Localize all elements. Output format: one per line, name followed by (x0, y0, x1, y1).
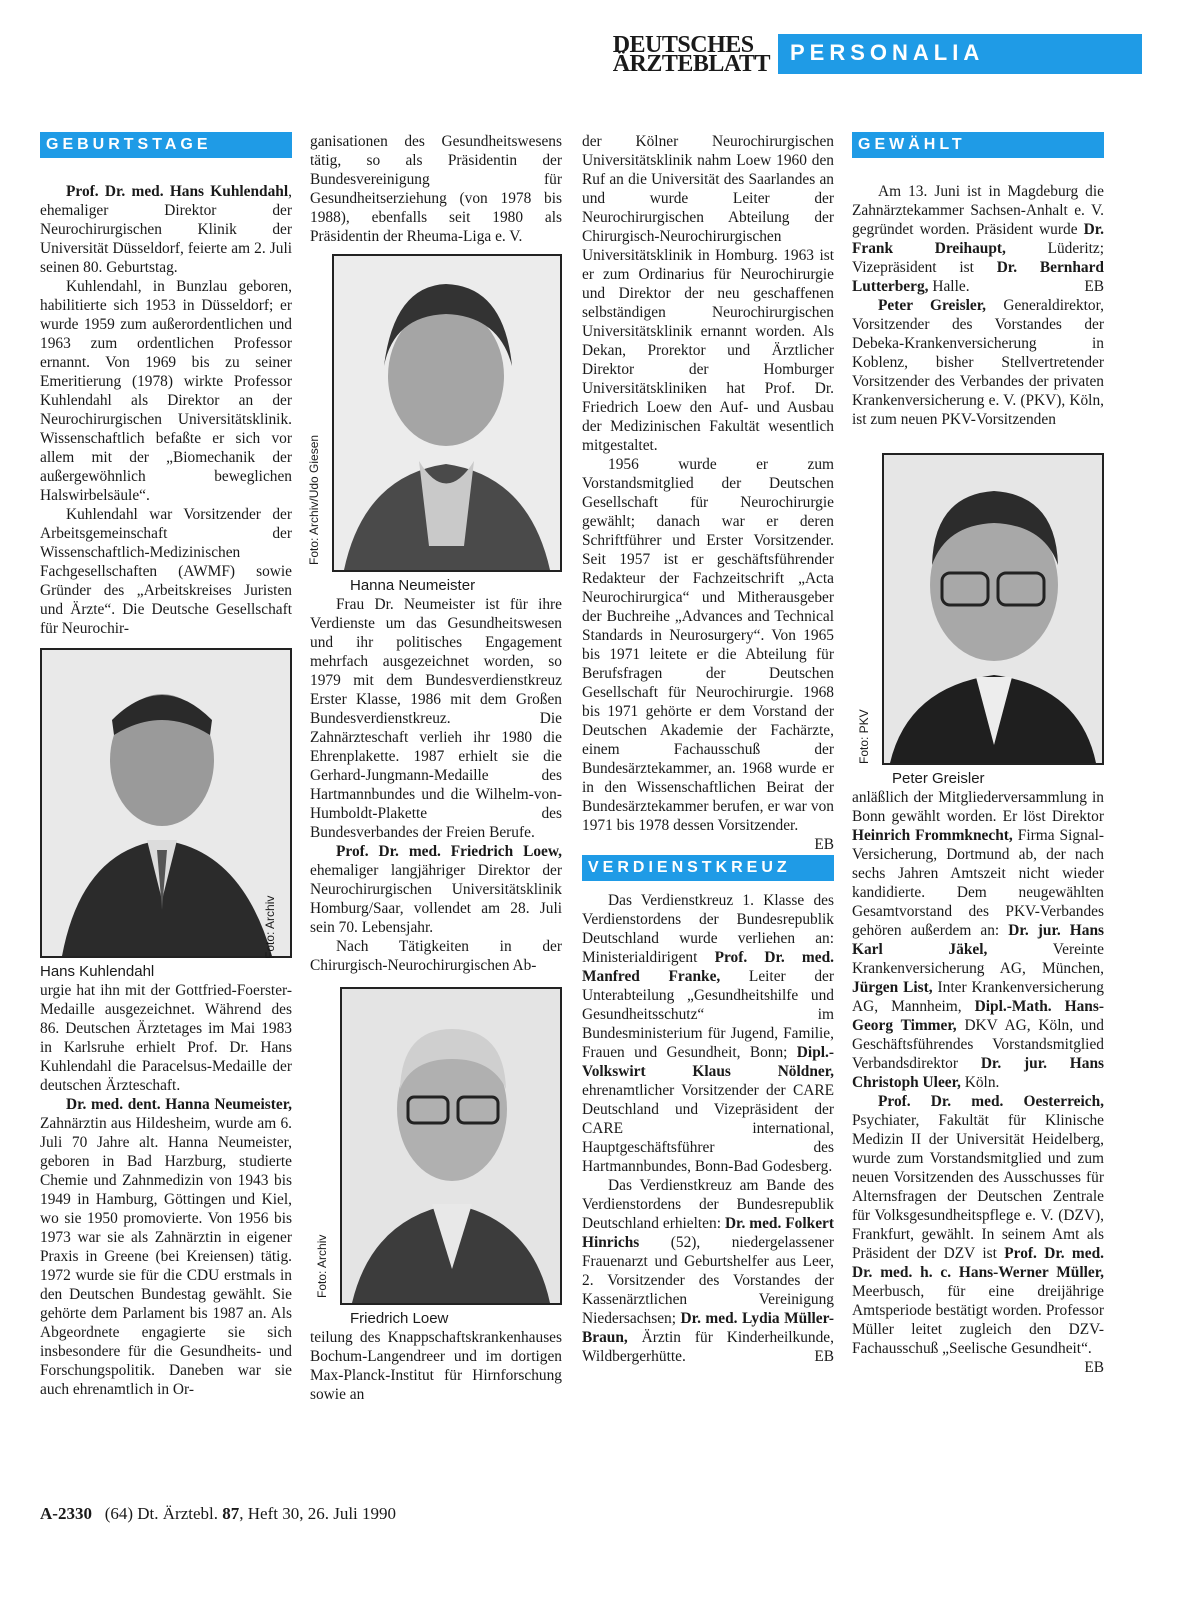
photo-credit: Foto: Archiv (315, 1234, 329, 1298)
bold-name: Peter Greisler, (878, 297, 987, 314)
paragraph: der Kölner Neurochirurgischen Universitätsklinik nahm Loew 1960 den Ruf an die Universität des Saarlandes an und wurde Leiter der Neurochirurgischen Abteilung der Chirurgisch-Neurochirurgischen Universitätsklinik in Homburg. 1963 ist er zum Ordinarius für Neurochirurgie und Direktor der neu geschaffenen selbständigen Neurochirurgischen Universitätsklinik ernannt worden. Als Dekan, Prorektor und Ärztlicher Direktor der Homburger Universitätskliniken hat Prof. Dr. Friedrich Loew den Auf- und Ausbau der Medizinischen Fakultät wesentlich mitgestaltet. (582, 133, 834, 454)
paragraph (852, 788, 1104, 1092)
volume: 87 (222, 1504, 240, 1523)
section-heading-gewaehlt: GEWÄHLT (852, 132, 1104, 158)
photo-loew (315, 987, 562, 1305)
text-run: Am 13. Juni ist in Magdeburg die Zahnärztekammer Sachsen-Anhalt e. V. gegründet worden. Präsident wurde (852, 183, 1104, 238)
text-run: Zahnärztin aus Hildesheim, wurde am 6. Juli 70 Jahre alt. Hanna Neumeister, geboren in Bad Harzburg, studierte Chemie und Zahnmedizin von 1943 bis 1949 in Hamburg, Göttingen und Kiel, wo sie 1950 promovierte. Von 1956 bis 1973 war sie als Zahnärztin in eigener Praxis in Greene (bei Kreiensen) tätig. 1972 wurde sie für die CDU erstmals in den Deutschen Bundestag gewählt. Sie gehörte dem Parlament bis 1987 an. Als Abgeordnete engagierte sie sich insbesondere für die Gesundheits- und Forschungspolitik. Daneben war sie auch ehrenamtlich in Or- (40, 1115, 292, 1398)
column-1 (40, 132, 292, 1399)
signature: EB (814, 1348, 834, 1365)
text-run: DKV AG, Köln, und Geschäftsführendes Vorstandsmitglied Verbandsdirektor (852, 1017, 1104, 1072)
paragraph (40, 1095, 292, 1399)
bold-name: Dr. jur. Hans Karl Jäkel, (852, 922, 1104, 958)
text-run: ehrenamtlicher Vorsitzender der CARE Deutschland und Vizepräsident der CARE international, Hauptgeschäftsführer des Hartmannbundes, Bonn-Bad Godesberg. (582, 1082, 834, 1175)
bold-name: Prof. Dr. med. Hans Kuhlendahl (66, 183, 289, 200)
page-footer (40, 1504, 396, 1524)
journal-title-line1: DEUTSCHES (612, 32, 754, 58)
text-run: Psychiater, Fakultät für Klinische Medizin II der Universität Heidelberg, wurde zum Vorstandsmitglied und zum neuen Vorsitzenden des Ausschusses für Alternsfragen der Deutschen Zentrale für Volksgesundheitspflege e. V. (DZV), Frankfurt, gewählt. In seinem Amt als Präsident der DZV ist (852, 1112, 1104, 1262)
bold-name: Dr. med. Lydia Müller-Braun, (582, 1310, 834, 1346)
portrait-image (884, 455, 1102, 763)
text-run: (52), niedergelassener Frauenarzt und Geburtshelfer aus Leer, 2. Vorsitzender des Vorstandes der Kassenärztlichen Vereinigung Niedersachsen; (582, 1234, 834, 1327)
bold-name: Heinrich Frommknecht, (852, 827, 1013, 844)
bold-name: Dipl.-Math. Hans-Georg Timmer, (852, 998, 1104, 1034)
bold-name: Jürgen List, (852, 979, 933, 996)
bold-name: Prof. Dr. med. Dr. med. h. c. Hans-Werner Müller, (852, 1245, 1104, 1281)
paragraph: Kuhlendahl, in Bunzlau geboren, habilitierte sich 1953 in Düsseldorf; er wurde 1959 zum außerordentlichen und 1963 zum ordentlichen Professor ernannt. Von 1969 bis zu seiner Emeritierung (1978) wirkte Professor Kuhlendahl als Direktor an der Neurochirurgischen Universitätsklinik. Wissenschaftlich befaßte er sich vor allem mit der „Biomechanik der außergewöhnlich beweglichen Halswirbelsäule“. (40, 278, 292, 504)
paragraph: urgie hat ihn mit der Gottfried-Foerster-Medaille ausgezeichnet. Während des 86. Deutschen Ärztetages im Mai 1983 in Karlsruhe erhielt Prof. Dr. Hans Kuhlendahl die Paracelsus-Medaille der deutschen Ärzteschaft. (40, 982, 292, 1094)
photo-credit: Foto: PKV (857, 709, 871, 764)
text-run: 1956 wurde er zum Vorstandsmitglied der Deutschen Gesellschaft für Neurochirurgie gewählt; danach war er deren Schriftführer und Erster Vorsitzender. Seit 1957 ist er geschäftsführender Redakteur der Fachzeitschrift „Acta Neurochirurgica“ und Mitherausgeber der Buchreihe „Advances and Technical Standards in Neurosurgery“. Von 1965 bis 1971 leitete er die Abteilung für Berufsfragen der Deutschen Gesellschaft für Neurochirurgie. 1968 bis 1971 gehörte er dem Vorstand der Deutschen Akademie der Fachärzte, einem Fachausschuß der Bundesärztekammer, an. 1968 wurde er in den Wissenschaftlichen Beirat der Bundesärztekammer berufen, er war von 1971 bis 1978 dessen Vorsitzender. (582, 456, 834, 834)
column-3 (582, 132, 834, 1366)
journal-title (612, 32, 770, 77)
paragraph: Kuhlendahl war Vorsitzender der Arbeitsgemeinschaft der Wissenschaftlich-Medizinischen Fachgesellschaften (AWMF) sowie Gründer des „Arbeitskreises Juristen und Ärzte“. Die Deutsche Gesellschaft für Neurochir- (40, 506, 292, 637)
text-run: Halle. (928, 278, 970, 295)
text-run: anläßlich der Mitgliederversammlung in Bonn gewählt worden. Er löst Direktor (852, 789, 1104, 825)
text-run: ehemaliger langjähriger Direktor der Neurochirurgischen Universitätsklinik Homburg/Saar, vollendet am 28. Juli sein 70. Lebensjahr. (310, 862, 562, 936)
paragraph (852, 296, 1104, 429)
paragraph (852, 182, 1104, 296)
bold-name: Prof. Dr. med. Oesterreich, (878, 1093, 1104, 1110)
photo-caption: Hanna Neumeister (350, 577, 476, 594)
bold-name: Dr. jur. Hans Christoph Uleer, (852, 1055, 1104, 1091)
bold-name: Prof. Dr. med. Manfred Franke, (582, 949, 834, 985)
column-2 (307, 132, 562, 1404)
text-run: Lüderitz; Vizepräsident ist (852, 240, 1104, 276)
signature: EB (1084, 1359, 1104, 1376)
text-run: Firma Signal-Versicherung, Dortmund ab, der nach sechs Jahren Amtszeit nicht wieder kandidierte. Dem neugewählten Gesamtvorstand des PKV-Verbandes gehören außerdem an: (852, 827, 1104, 939)
bold-name: Dr. med. dent. Hanna Neumeister, (66, 1096, 292, 1113)
masthead (612, 32, 1142, 77)
photo-neumeister (307, 254, 562, 572)
paragraph (582, 1176, 834, 1366)
photo-greisler (857, 453, 1104, 765)
bold-name: Prof. Dr. med. Friedrich Loew, (336, 843, 562, 860)
photo-credit: Foto: Archiv (263, 895, 277, 959)
paragraph: Nach Tätigkeiten in der Chirurgisch-Neurochirurgischen Ab- (310, 938, 562, 974)
bold-name: Dr. med. Folkert Hinrichs (582, 1215, 834, 1251)
section-badge: PERSONALIA (778, 34, 1142, 74)
bold-name: Dipl.-Volkswirt Klaus Nöldner, (582, 1044, 834, 1080)
column-4 (852, 132, 1104, 1377)
paragraph (852, 1092, 1104, 1376)
journal-title-line2: ÄRZTEBLATT (612, 51, 770, 77)
paragraph (310, 842, 562, 937)
citation-prefix: (64) Dt. Ärztebl. (104, 1504, 223, 1523)
photo-credit: Foto: Archiv/Udo Giesen (307, 434, 321, 565)
paragraph: teilung des Knappschaftskrankenhauses Bochum-Langendreer und im dortigen Max-Planck-Institut für Hirnforschung sowie an (310, 1329, 562, 1403)
text-run: Meerbusch, für eine dreijährige Amtsperiode bestätigt worden. Professor Müller leitet zugleich den DZV-Fachausschuß „Seelische Gesundheit“. (852, 1283, 1104, 1357)
paragraph (582, 455, 834, 853)
photo-kuhlendahl (40, 648, 292, 958)
text-run: Vereinte Krankenversicherung AG, München, (852, 941, 1104, 977)
bold-name: Dr. Bernhard Lutterberg, (852, 259, 1104, 295)
text-run: Ärztin für Kinderheilkunde, Wildbergerhütte. (582, 1329, 834, 1365)
paragraph: ganisationen des Gesundheitswesens tätig, so als Präsidentin der Bundesvereinigung für Gesundheitserziehung (von 1978 bis 1988), ebenfalls seit 1980 als Präsidentin der Rheuma-Liga e. V. (310, 133, 562, 245)
citation-suffix: , Heft 30, 26. Juli 1990 (239, 1504, 397, 1523)
text-run: Das Verdienstkreuz am Bande des Verdienstordens der Bundesrepublik Deutschland erhielten: (582, 1177, 834, 1232)
portrait-image (42, 650, 290, 956)
text-run: Das Verdienstkreuz 1. Klasse des Verdienstordens der Bundesrepublik Deutschland wurde verliehen an: Ministerialdirigent (582, 892, 834, 966)
section-heading-verdienstkreuz: VERDIENSTKREUZ (582, 855, 834, 881)
text-run: Leiter der Unterabteilung „Gesundheitshilfe und Gesundheitsschutz“ im Bundesministerium für Jugend, Familie, Frauen und Gesundheit, Bonn; (582, 968, 834, 1061)
photo-caption: Hans Kuhlendahl (40, 963, 155, 980)
paragraph: Frau Dr. Neumeister ist für ihre Verdienste um das Gesundheitswesen und ihr politisches Engagement mehrfach ausgezeichnet worden, so 1979 mit dem Bundesverdienstkreuz Erster Klasse, 1986 mit dem Großen Bundesverdienstkreuz. Die Zahnärzteschaft verlieh ihr 1980 die Ehrenplakette. 1987 erhielt sie die Gerhard-Jungmann-Medaille des Hartmannbundes und die Wilhelm-von-Humboldt-Plakette des Bundesverbandes der Freien Berufe. (310, 596, 562, 841)
photo-caption: Friedrich Loew (350, 1310, 449, 1327)
signature: EB (1084, 278, 1104, 295)
section-heading-geburtstage: GEBURTSTAGE (40, 132, 292, 158)
text-run: Köln. (960, 1074, 1000, 1091)
text-run: Inter Krankenversicherung AG, Mannheim, (852, 979, 1104, 1015)
page-number: A-2330 (40, 1504, 92, 1523)
photo-caption: Peter Greisler (892, 770, 985, 787)
text-run: Generaldirektor, Vorsitzender des Vorstandes der Debeka-Krankenversicherung in Koblenz, bisher Stellvertretender Vorsitzender des Verbandes der privaten Krankenversicherung e. V. (PKV), Köln, ist zum neuen PKV-Vorsitzenden (852, 297, 1104, 428)
portrait-image (334, 256, 560, 570)
signature: EB (814, 836, 834, 853)
bold-name: Dr. Frank Dreihaupt, (852, 221, 1104, 257)
portrait-image (342, 989, 560, 1303)
text-run: , ehemaliger Direktor der Neurochirurgischen Klinik der Universität Düsseldorf, feierte am 2. Juli seinen 80. Geburtstag. (40, 183, 292, 276)
paragraph (582, 891, 834, 1176)
paragraph (40, 182, 292, 277)
